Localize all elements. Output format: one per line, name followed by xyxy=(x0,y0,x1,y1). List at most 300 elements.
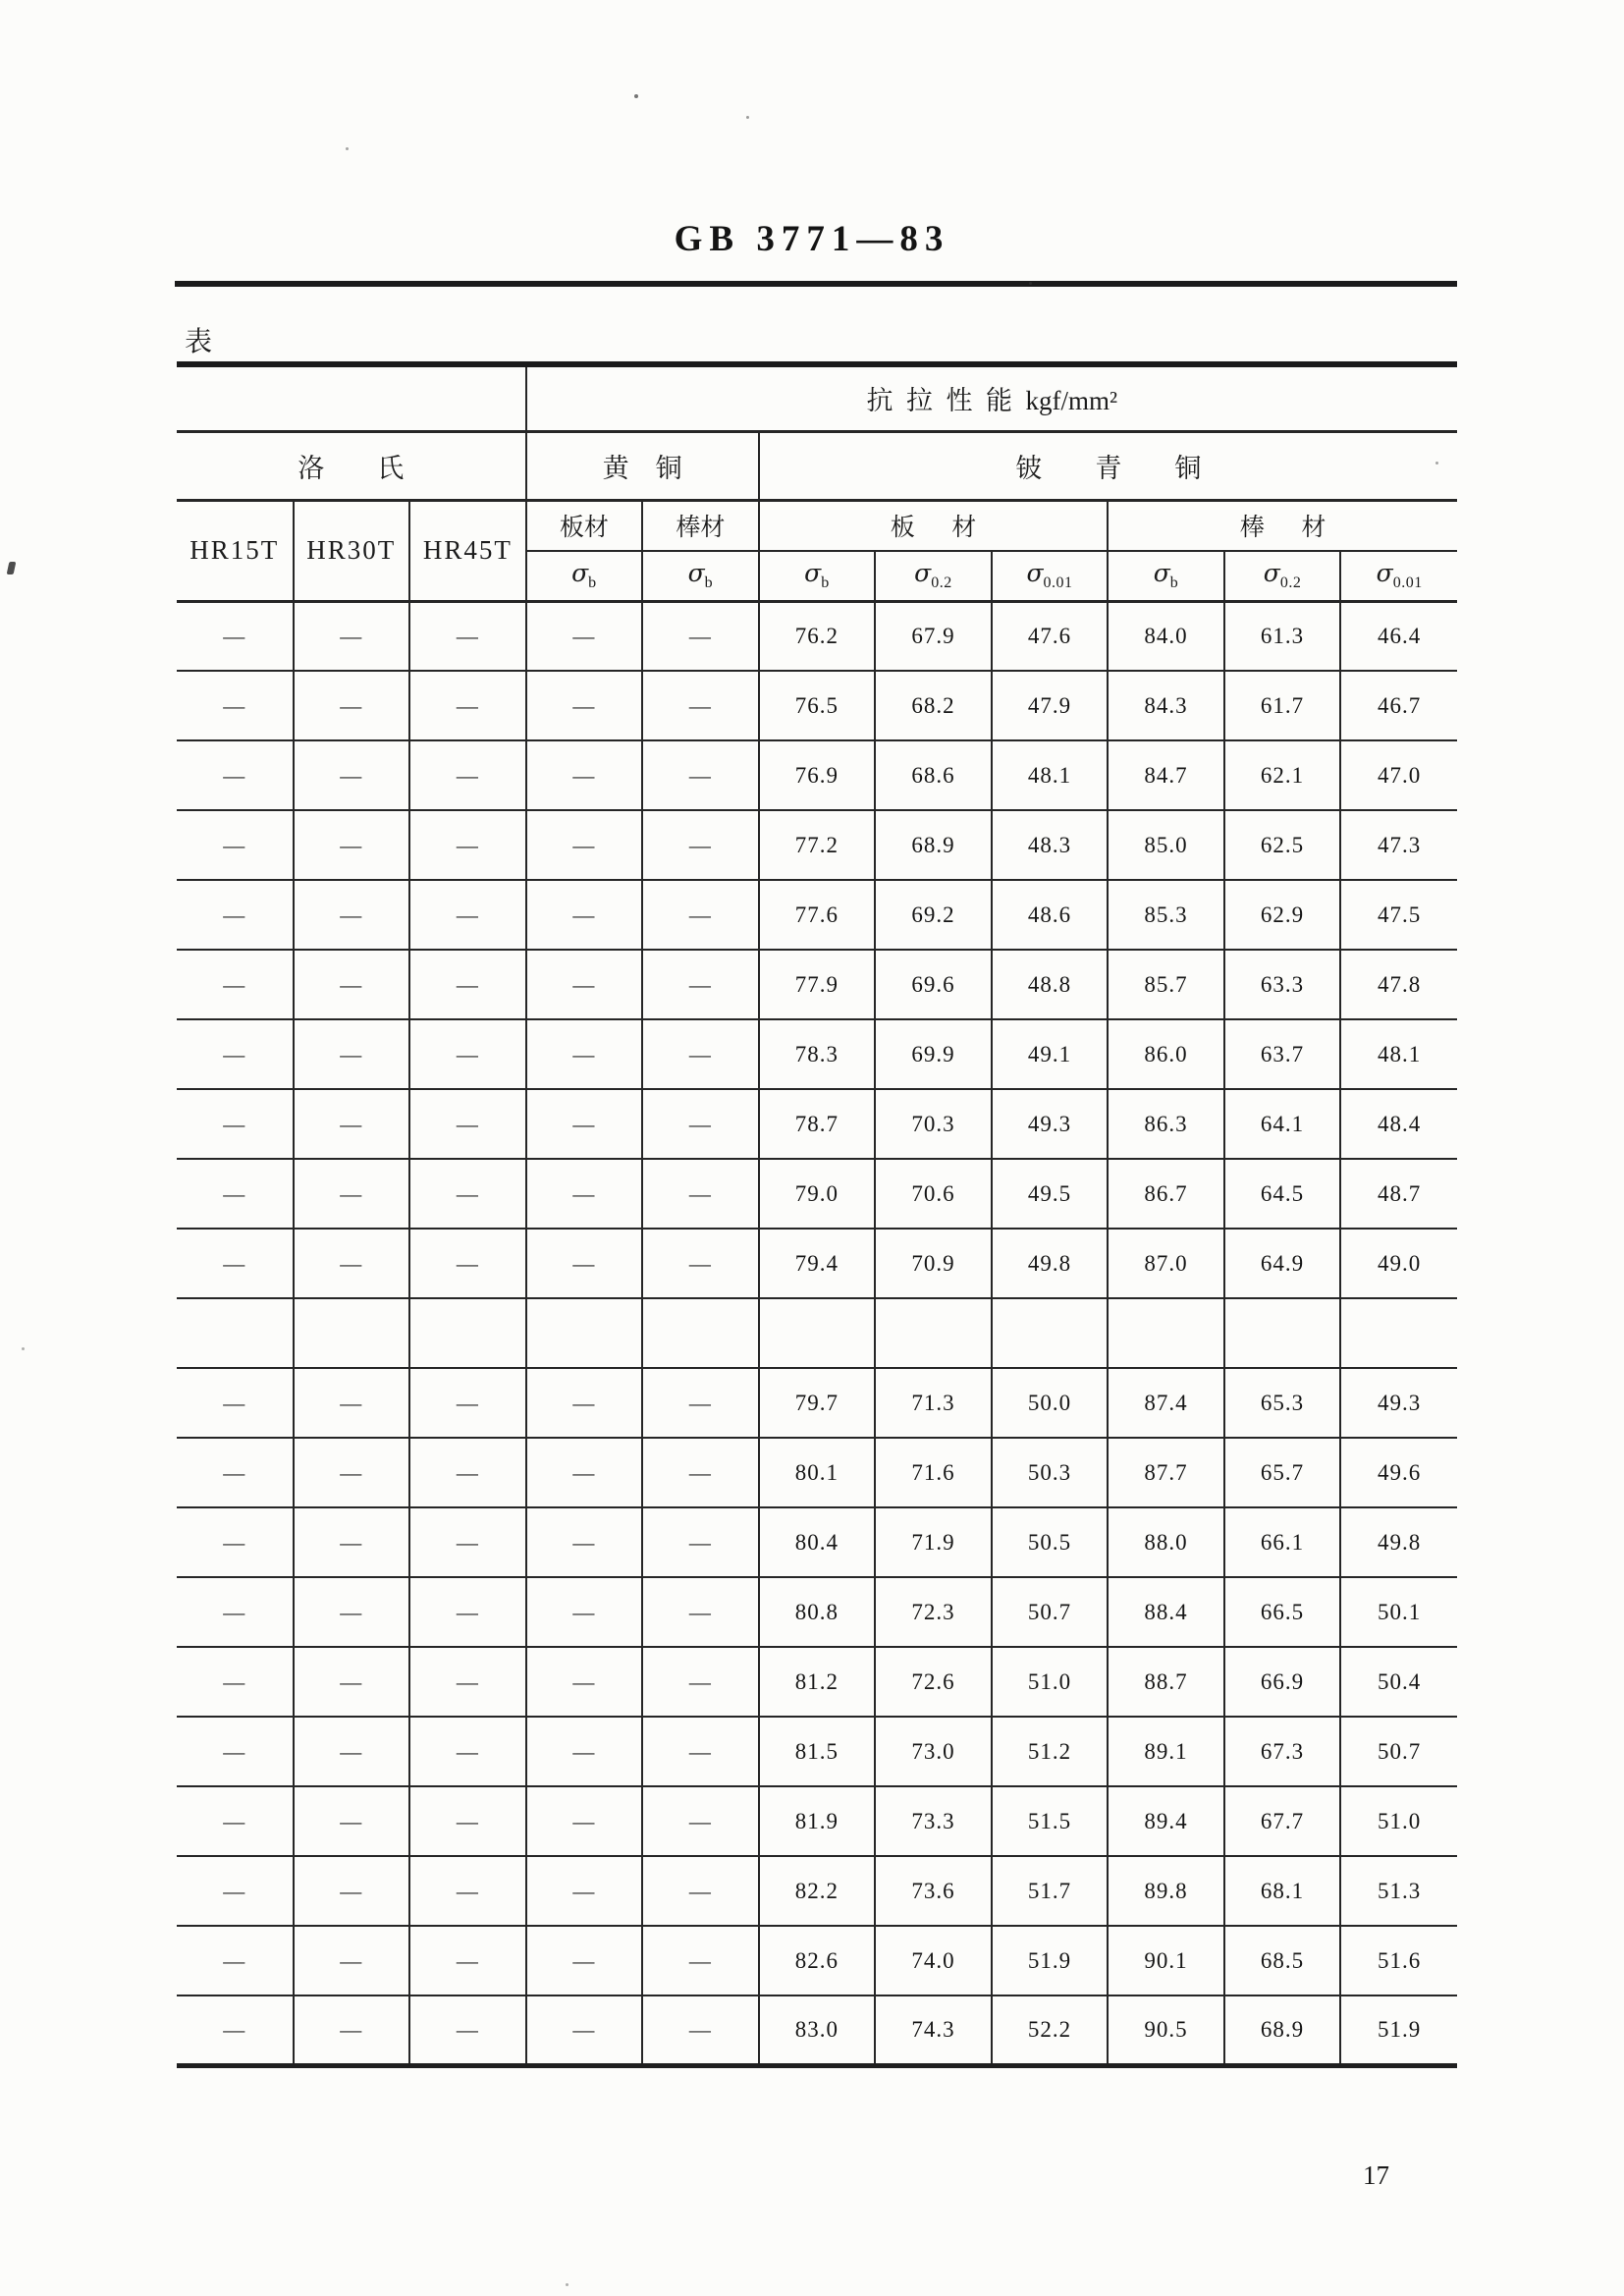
table-row xyxy=(177,810,1457,880)
dash-cell: — xyxy=(177,1647,294,1717)
dash-cell: — xyxy=(526,1717,643,1786)
sigma-b-header xyxy=(1108,551,1224,601)
dash-cell: — xyxy=(177,1717,294,1786)
dash-cell: — xyxy=(294,1368,410,1438)
table-row xyxy=(177,1089,1457,1159)
sigma-symbol: σ xyxy=(1026,559,1044,588)
value-cell: 88.4 xyxy=(1108,1577,1224,1647)
title-rule xyxy=(175,281,1457,287)
hardness-conversion-table xyxy=(177,361,1457,2068)
standard-code: GB 3771—83 xyxy=(674,219,950,259)
value-cell: 68.2 xyxy=(875,671,992,740)
value-cell: 51.6 xyxy=(1340,1926,1457,1995)
dash-cell: — xyxy=(294,671,410,740)
dash-cell: — xyxy=(409,880,526,950)
value-cell: 50.5 xyxy=(992,1507,1109,1577)
value-cell: 51.5 xyxy=(992,1786,1109,1856)
table-row xyxy=(177,1368,1457,1438)
dash-cell: — xyxy=(177,950,294,1019)
value-cell: 84.3 xyxy=(1108,671,1224,740)
sigma-symbol: σ xyxy=(1153,559,1170,588)
value-cell: 48.7 xyxy=(1340,1159,1457,1229)
empty-cell xyxy=(1224,1298,1341,1368)
table-label: 表 xyxy=(185,327,213,357)
value-cell: 73.3 xyxy=(875,1786,992,1856)
value-cell: 49.8 xyxy=(1340,1507,1457,1577)
sigma-subscript: b xyxy=(821,574,830,592)
value-cell: 81.2 xyxy=(759,1647,876,1717)
value-cell: 50.1 xyxy=(1340,1577,1457,1647)
value-cell: 68.9 xyxy=(1224,1995,1341,2065)
table-row xyxy=(177,740,1457,810)
value-cell: 51.9 xyxy=(992,1926,1109,1995)
dash-cell: — xyxy=(409,1717,526,1786)
empty-cell xyxy=(642,1298,759,1368)
dash-cell: — xyxy=(526,1229,643,1298)
dash-cell: — xyxy=(642,1019,759,1089)
value-cell: 51.3 xyxy=(1340,1856,1457,1926)
value-cell: 82.2 xyxy=(759,1856,876,1926)
value-cell: 62.1 xyxy=(1224,740,1341,810)
dash-cell: — xyxy=(294,1089,410,1159)
scan-speck xyxy=(346,147,349,150)
dash-cell: — xyxy=(409,950,526,1019)
value-cell: 51.2 xyxy=(992,1717,1109,1786)
dash-cell: — xyxy=(409,1507,526,1577)
dash-cell: — xyxy=(177,1159,294,1229)
value-cell: 47.8 xyxy=(1340,950,1457,1019)
dash-cell: — xyxy=(526,880,643,950)
header-row-groups xyxy=(177,431,1457,500)
value-cell: 48.6 xyxy=(992,880,1109,950)
value-cell: 47.3 xyxy=(1340,810,1457,880)
dash-cell: — xyxy=(526,1577,643,1647)
sigma-subscript: 0.01 xyxy=(1043,574,1073,592)
value-cell: 78.7 xyxy=(759,1089,876,1159)
table-row xyxy=(177,601,1457,671)
brass-plate-header: 板材 xyxy=(526,500,643,551)
empty-cell xyxy=(875,1298,992,1368)
tensile-properties-header: 抗 拉 性 能 kgf/mm² xyxy=(526,364,1457,431)
dash-cell: — xyxy=(526,810,643,880)
value-cell: 88.0 xyxy=(1108,1507,1224,1577)
sigma-001-header xyxy=(1340,551,1457,601)
dash-cell: — xyxy=(177,740,294,810)
separator-row xyxy=(177,1298,1457,1368)
value-cell: 68.5 xyxy=(1224,1926,1341,1995)
dash-cell: — xyxy=(294,1856,410,1926)
value-cell: 79.4 xyxy=(759,1229,876,1298)
value-cell: 87.7 xyxy=(1108,1438,1224,1507)
value-cell: 48.3 xyxy=(992,810,1109,880)
value-cell: 86.7 xyxy=(1108,1159,1224,1229)
table-row xyxy=(177,1786,1457,1856)
dash-cell: — xyxy=(642,1229,759,1298)
dash-cell: — xyxy=(177,1856,294,1926)
dash-cell: — xyxy=(294,950,410,1019)
dash-cell: — xyxy=(526,950,643,1019)
value-cell: 80.1 xyxy=(759,1438,876,1507)
value-cell: 69.9 xyxy=(875,1019,992,1089)
beryllium-bronze-group-header: 铍 青 铜 xyxy=(759,431,1457,500)
dash-cell: — xyxy=(409,1926,526,1995)
dash-cell: — xyxy=(526,1786,643,1856)
dash-cell: — xyxy=(526,1647,643,1717)
brass-bar-header: 棒材 xyxy=(642,500,759,551)
table-row xyxy=(177,950,1457,1019)
table-row xyxy=(177,1159,1457,1229)
dash-cell: — xyxy=(526,1089,643,1159)
page-number: 17 xyxy=(1363,2160,1389,2190)
value-cell: 80.8 xyxy=(759,1577,876,1647)
sigma-symbol: σ xyxy=(914,559,932,588)
table-row xyxy=(177,1717,1457,1786)
dash-cell: — xyxy=(294,1019,410,1089)
scan-margin-mark xyxy=(7,562,17,574)
value-cell: 76.2 xyxy=(759,601,876,671)
table-row xyxy=(177,1507,1457,1577)
dash-cell: — xyxy=(526,1438,643,1507)
dash-cell: — xyxy=(409,810,526,880)
empty-cell xyxy=(177,1298,294,1368)
value-cell: 49.1 xyxy=(992,1019,1109,1089)
column-header-hr15t: HR15T xyxy=(177,500,294,601)
value-cell: 67.3 xyxy=(1224,1717,1341,1786)
dash-cell: — xyxy=(409,1159,526,1229)
empty-cell xyxy=(409,1298,526,1368)
value-cell: 66.1 xyxy=(1224,1507,1341,1577)
dash-cell: — xyxy=(177,1786,294,1856)
empty-cell xyxy=(526,1298,643,1368)
value-cell: 87.0 xyxy=(1108,1229,1224,1298)
value-cell: 65.3 xyxy=(1224,1368,1341,1438)
value-cell: 61.7 xyxy=(1224,671,1341,740)
value-cell: 68.1 xyxy=(1224,1856,1341,1926)
sigma-02-header xyxy=(875,551,992,601)
dash-cell: — xyxy=(642,1995,759,2065)
dash-cell: — xyxy=(177,810,294,880)
sigma-symbol: σ xyxy=(1376,559,1393,588)
table-row xyxy=(177,1995,1457,2065)
value-cell: 62.9 xyxy=(1224,880,1341,950)
table-row xyxy=(177,1926,1457,1995)
dash-cell: — xyxy=(294,880,410,950)
dash-cell: — xyxy=(642,880,759,950)
value-cell: 51.9 xyxy=(1340,1995,1457,2065)
value-cell: 89.4 xyxy=(1108,1786,1224,1856)
dash-cell: — xyxy=(526,671,643,740)
value-cell: 70.3 xyxy=(875,1089,992,1159)
dash-cell: — xyxy=(409,1438,526,1507)
dash-cell: — xyxy=(294,1717,410,1786)
value-cell: 50.3 xyxy=(992,1438,1109,1507)
value-cell: 64.9 xyxy=(1224,1229,1341,1298)
sigma-symbol: σ xyxy=(1263,559,1280,588)
dash-cell: — xyxy=(294,810,410,880)
dash-cell: — xyxy=(526,1159,643,1229)
value-cell: 69.6 xyxy=(875,950,992,1019)
dash-cell: — xyxy=(409,671,526,740)
dash-cell: — xyxy=(177,1229,294,1298)
dash-cell: — xyxy=(177,1926,294,1995)
value-cell: 71.9 xyxy=(875,1507,992,1577)
scan-speck xyxy=(634,94,638,98)
dash-cell: — xyxy=(526,1926,643,1995)
value-cell: 80.4 xyxy=(759,1507,876,1577)
sigma-subscript: b xyxy=(1169,574,1179,592)
value-cell: 68.9 xyxy=(875,810,992,880)
value-cell: 85.3 xyxy=(1108,880,1224,950)
dash-cell: — xyxy=(177,880,294,950)
value-cell: 49.6 xyxy=(1340,1438,1457,1507)
value-cell: 85.7 xyxy=(1108,950,1224,1019)
sigma-symbol: σ xyxy=(571,559,589,588)
dash-cell: — xyxy=(526,601,643,671)
value-cell: 73.6 xyxy=(875,1856,992,1926)
value-cell: 48.4 xyxy=(1340,1089,1457,1159)
dash-cell: — xyxy=(409,1577,526,1647)
dash-cell: — xyxy=(526,1507,643,1577)
dash-cell: — xyxy=(642,950,759,1019)
value-cell: 85.0 xyxy=(1108,810,1224,880)
value-cell: 70.6 xyxy=(875,1159,992,1229)
value-cell: 48.1 xyxy=(1340,1019,1457,1089)
value-cell: 76.5 xyxy=(759,671,876,740)
value-cell: 86.0 xyxy=(1108,1019,1224,1089)
dash-cell: — xyxy=(642,1647,759,1717)
value-cell: 50.7 xyxy=(1340,1717,1457,1786)
dash-cell: — xyxy=(294,1786,410,1856)
dash-cell: — xyxy=(294,1577,410,1647)
dash-cell: — xyxy=(177,1438,294,1507)
scan-speck xyxy=(22,1347,25,1350)
header-row-materials xyxy=(177,500,1457,551)
dash-cell: — xyxy=(177,1995,294,2065)
scan-speck xyxy=(1029,282,1032,285)
value-cell: 47.9 xyxy=(992,671,1109,740)
value-cell: 78.3 xyxy=(759,1019,876,1089)
sigma-b-header xyxy=(526,551,643,601)
sigma-02-header xyxy=(1224,551,1341,601)
table-row xyxy=(177,1019,1457,1089)
dash-cell: — xyxy=(409,1368,526,1438)
value-cell: 49.3 xyxy=(1340,1368,1457,1438)
value-cell: 71.6 xyxy=(875,1438,992,1507)
value-cell: 48.8 xyxy=(992,950,1109,1019)
value-cell: 50.4 xyxy=(1340,1647,1457,1717)
value-cell: 63.3 xyxy=(1224,950,1341,1019)
value-cell: 90.1 xyxy=(1108,1926,1224,1995)
table-row xyxy=(177,1438,1457,1507)
dash-cell: — xyxy=(526,1995,643,2065)
dash-cell: — xyxy=(642,1159,759,1229)
value-cell: 81.5 xyxy=(759,1717,876,1786)
bronze-plate-header: 板 材 xyxy=(759,500,1109,551)
dash-cell: — xyxy=(642,1926,759,1995)
value-cell: 88.7 xyxy=(1108,1647,1224,1717)
header-corner-cell xyxy=(177,364,526,431)
sigma-subscript: 0.2 xyxy=(931,574,952,592)
scan-speck xyxy=(566,2283,568,2286)
dash-cell: — xyxy=(294,740,410,810)
value-cell: 74.3 xyxy=(875,1995,992,2065)
dash-cell: — xyxy=(409,1647,526,1717)
table-row xyxy=(177,1856,1457,1926)
value-cell: 81.9 xyxy=(759,1786,876,1856)
dash-cell: — xyxy=(642,1856,759,1926)
dash-cell: — xyxy=(177,1577,294,1647)
value-cell: 49.5 xyxy=(992,1159,1109,1229)
table-body xyxy=(177,601,1457,2065)
value-cell: 49.8 xyxy=(992,1229,1109,1298)
value-cell: 66.9 xyxy=(1224,1647,1341,1717)
dash-cell: — xyxy=(294,1229,410,1298)
value-cell: 50.7 xyxy=(992,1577,1109,1647)
dash-cell: — xyxy=(642,1089,759,1159)
value-cell: 76.9 xyxy=(759,740,876,810)
value-cell: 63.7 xyxy=(1224,1019,1341,1089)
value-cell: 47.0 xyxy=(1340,740,1457,810)
sigma-symbol: σ xyxy=(804,559,822,588)
value-cell: 47.5 xyxy=(1340,880,1457,950)
dash-cell: — xyxy=(409,1995,526,2065)
value-cell: 73.0 xyxy=(875,1717,992,1786)
dash-cell: — xyxy=(294,1926,410,1995)
dash-cell: — xyxy=(642,1577,759,1647)
table-row xyxy=(177,880,1457,950)
value-cell: 65.7 xyxy=(1224,1438,1341,1507)
dash-cell: — xyxy=(294,1995,410,2065)
dash-cell: — xyxy=(642,810,759,880)
dash-cell: — xyxy=(409,1786,526,1856)
value-cell: 89.1 xyxy=(1108,1717,1224,1786)
dash-cell: — xyxy=(642,1368,759,1438)
value-cell: 77.9 xyxy=(759,950,876,1019)
empty-cell xyxy=(992,1298,1109,1368)
value-cell: 47.6 xyxy=(992,601,1109,671)
value-cell: 72.3 xyxy=(875,1577,992,1647)
sigma-subscript: 0.01 xyxy=(1392,574,1423,592)
dash-cell: — xyxy=(177,1089,294,1159)
table-row xyxy=(177,1229,1457,1298)
value-cell: 49.0 xyxy=(1340,1229,1457,1298)
value-cell: 62.5 xyxy=(1224,810,1341,880)
dash-cell: — xyxy=(177,1368,294,1438)
value-cell: 86.3 xyxy=(1108,1089,1224,1159)
dash-cell: — xyxy=(294,1507,410,1577)
dash-cell: — xyxy=(294,1647,410,1717)
dash-cell: — xyxy=(409,1229,526,1298)
sigma-symbol: σ xyxy=(687,559,705,588)
dash-cell: — xyxy=(177,601,294,671)
value-cell: 51.7 xyxy=(992,1856,1109,1926)
value-cell: 89.8 xyxy=(1108,1856,1224,1926)
value-cell: 61.3 xyxy=(1224,601,1341,671)
dash-cell: — xyxy=(642,601,759,671)
value-cell: 51.0 xyxy=(992,1647,1109,1717)
dash-cell: — xyxy=(526,740,643,810)
dash-cell: — xyxy=(642,1438,759,1507)
value-cell: 50.0 xyxy=(992,1368,1109,1438)
empty-cell xyxy=(1108,1298,1224,1368)
value-cell: 72.6 xyxy=(875,1647,992,1717)
table-row xyxy=(177,1647,1457,1717)
scan-speck xyxy=(746,116,749,119)
sigma-subscript: b xyxy=(588,574,597,592)
value-cell: 69.2 xyxy=(875,880,992,950)
dash-cell: — xyxy=(526,1019,643,1089)
dash-cell: — xyxy=(294,1438,410,1507)
dash-cell: — xyxy=(294,601,410,671)
column-header-hr30t: HR30T xyxy=(294,500,410,601)
dash-cell: — xyxy=(409,601,526,671)
value-cell: 77.2 xyxy=(759,810,876,880)
value-cell: 46.7 xyxy=(1340,671,1457,740)
dash-cell: — xyxy=(409,1856,526,1926)
table-row xyxy=(177,671,1457,740)
empty-cell xyxy=(1340,1298,1457,1368)
value-cell: 84.7 xyxy=(1108,740,1224,810)
sigma-001-header xyxy=(992,551,1109,601)
value-cell: 49.3 xyxy=(992,1089,1109,1159)
dash-cell: — xyxy=(409,740,526,810)
value-cell: 66.5 xyxy=(1224,1577,1341,1647)
value-cell: 87.4 xyxy=(1108,1368,1224,1438)
value-cell: 68.6 xyxy=(875,740,992,810)
value-cell: 46.4 xyxy=(1340,601,1457,671)
value-cell: 90.5 xyxy=(1108,1995,1224,2065)
table-row xyxy=(177,1577,1457,1647)
dash-cell: — xyxy=(177,671,294,740)
dash-cell: — xyxy=(642,1717,759,1786)
dash-cell: — xyxy=(294,1159,410,1229)
scan-speck xyxy=(1435,462,1438,465)
sigma-b-header xyxy=(642,551,759,601)
value-cell: 83.0 xyxy=(759,1995,876,2065)
value-cell: 82.6 xyxy=(759,1926,876,1995)
column-header-hr45t: HR45T xyxy=(409,500,526,601)
dash-cell: — xyxy=(409,1019,526,1089)
value-cell: 71.3 xyxy=(875,1368,992,1438)
value-cell: 74.0 xyxy=(875,1926,992,1995)
value-cell: 64.5 xyxy=(1224,1159,1341,1229)
value-cell: 67.9 xyxy=(875,601,992,671)
dash-cell: — xyxy=(177,1019,294,1089)
dash-cell: — xyxy=(526,1368,643,1438)
empty-cell xyxy=(294,1298,410,1368)
bronze-bar-header: 棒 材 xyxy=(1108,500,1457,551)
value-cell: 70.9 xyxy=(875,1229,992,1298)
value-cell: 52.2 xyxy=(992,1995,1109,2065)
value-cell: 67.7 xyxy=(1224,1786,1341,1856)
sigma-subscript: b xyxy=(704,574,714,592)
brass-group-header: 黄 铜 xyxy=(526,431,759,500)
value-cell: 79.0 xyxy=(759,1159,876,1229)
dash-cell: — xyxy=(642,740,759,810)
dash-cell: — xyxy=(642,671,759,740)
dash-cell: — xyxy=(177,1507,294,1577)
sigma-subscript: 0.2 xyxy=(1279,574,1302,592)
dash-cell: — xyxy=(526,1856,643,1926)
rockwell-group-header: 洛 氏 xyxy=(177,431,526,500)
dash-cell: — xyxy=(642,1786,759,1856)
header-row-tensile xyxy=(177,364,1457,431)
value-cell: 84.0 xyxy=(1108,601,1224,671)
value-cell: 48.1 xyxy=(992,740,1109,810)
empty-cell xyxy=(759,1298,876,1368)
dash-cell: — xyxy=(409,1089,526,1159)
value-cell: 51.0 xyxy=(1340,1786,1457,1856)
